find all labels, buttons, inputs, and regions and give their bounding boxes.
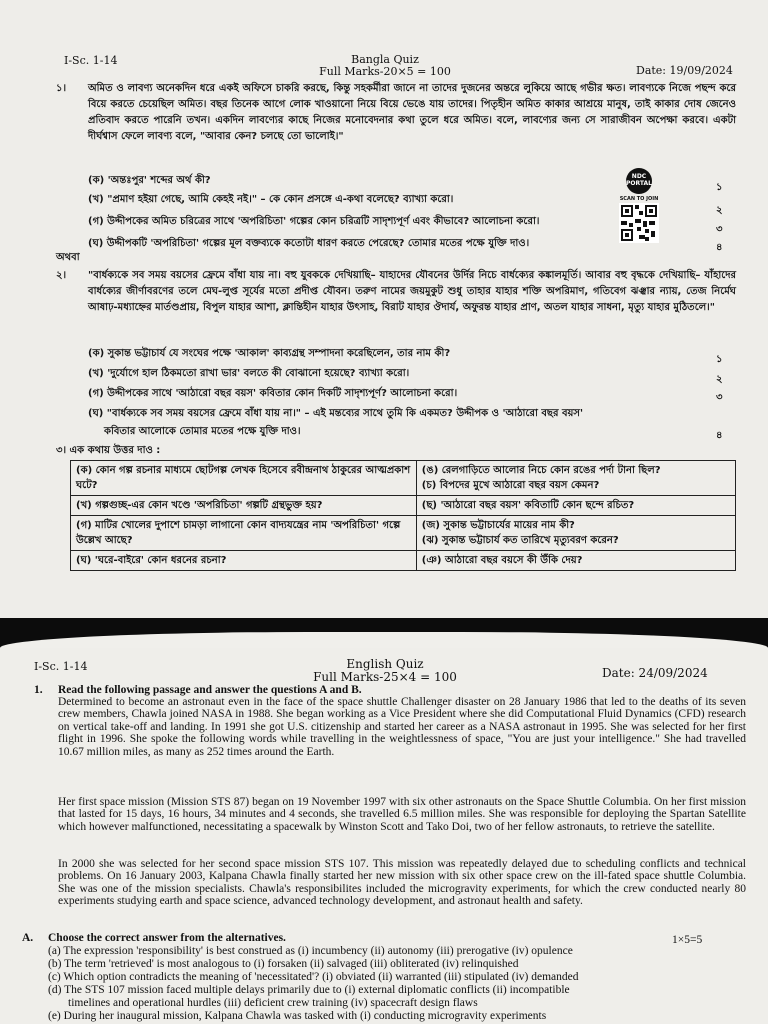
bangla-class-label: I-Sc. 1-14 [64,54,118,67]
table-cell [416,461,735,496]
mcq-item-d-cont: timelines and operational hurdles (iii) deficient crew training (iv) spacecraft design flaws [68,997,478,1009]
bangla-q2-mark-ka: ১ [716,354,723,365]
english-class-label: I-Sc. 1-14 [34,660,88,673]
bangla-quiz-header [300,54,470,78]
bangla-q2-mark-kha: ২ [716,374,723,385]
bangla-q2-part-kha: (খ) 'দুর্যোগে হাল ঠিকমতো রাখা ভার' বলতে কী বোঝানো হয়েছে? ব্যাখ্যা করো। [88,368,410,379]
bangla-date: Date: 19/09/2024 [636,64,733,77]
table-cell: (ঘ) 'ঘরে-বাইরে' কোন ধরনের রচনা? [71,551,417,571]
bangla-q2-part-ka: (ক) সুকান্ত ভট্টাচার্য যে সংঘের পক্ষে 'আকাল' কাব্যগ্রন্থ সম্পাদনা করেছিলেন, তার নাম কী? [88,348,451,359]
bangla-or-label: অথবা [56,252,80,263]
bangla-q2-part-ga: (গ) উদ্দীপকের সাথে 'আঠারো বছর বয়স' কবিতার কোন দিকটি সাদৃশ্যপূর্ণ? আলোচনা করো। [88,388,458,399]
section-a-marks: 1×5=5 [672,934,703,946]
bangla-q1-stem: অমিত ও লাবণ্য অনেকদিন ধরে একই অফিসে চাকরি করছে, কিন্তু সহকর্মীরা জানে না তাদের দুজনের অন্তরে লুকিয়ে আছে গভীর ক্ষত। লাবণ্যকে নিজে পছন্দ করে বিয়ে করতে চেয়েছিল অমিত। বছর তিনেক আগে লোক খাওয়ানো নিয়ে বিয়ে ভেঙে যায় তাদের। পিতৃহীন অমিত কাকার আশ্রয়ে মানুষ, তাই কাকার দোষ জেনেও প্রতিবাদ করতে পারেনি তখন। একদিন লাবণ্যের কাছে নিজের মনোবেদনার কথা তুলে ধরে অমিত। বলে, লাবণ্যের জন্য সে সারাজীবন অপেক্ষা করবে। একটা দীর্ঘশ্বাস ফেলে লাবণ্য বলে, "আবার কেন? চলছে তো ভালোই।" [88,83,736,142]
bangla-full-marks: Full Marks-20×5 = 100 [319,65,451,78]
english-quiz-sheet [0,648,768,1024]
ndc-portal-badge: NDC PORTAL [626,168,652,194]
table-cell: (খ) গল্পগুচ্ছ-এর কোন খণ্ডে 'অপরিচিতা' গল্পটি গ্রন্থভুক্ত হয়? [71,496,417,516]
bangla-q3-title: ৩। এক কথায় উত্তর দাও : [56,445,161,456]
table-cell: (ঞ) আঠারো বছর বয়সে কী উঁকি দেয়? [416,551,735,571]
bangla-q1-part-kha: (খ) "প্রমাণ হইয়া গেছে, আমি কেহই নই।" – কে কোন প্রসঙ্গে এ-কথা বলেছে? ব্যাখ্যা করো। [88,194,454,205]
bangla-q2-number: ২। [56,270,67,281]
bangla-q2-stem: "বার্ধক্যকে সব সময় বয়সের ফ্রেমে বাঁধা যায় না। বহু যুবককে দেখিয়াছি– যাহাদের যৌবনের উর্দির নিচে বার্ধক্যের কঙ্কালমূর্তি। আবার বহু বৃদ্ধকে দেখিয়াছি– যাঁহাদের বার্ধক্যের জীর্ণাবরণের তলে মেঘ-লুপ্ত সূর্যের মতো প্রদীপ্ত যৌবন। তরুণ নামের জয়মুকুট শুধু তাহার যাহার শক্তি অপরিমাণ, গতিবেগ ঝঞ্ঝার ন্যায়, তেজ নির্মেঘ আষাঢ়-মধ্যাহ্নের মার্তণ্ডপ্রায়, বিপুল যাহার আশা, ক্লান্তিহীন যাহার উৎসাহ, বিরাট যাহার ঔদার্য, অফুরন্ত যাহার প্রাণ, অতল যাহার সাধনা, মৃত্যু যাহার মুঠিতলে।" [88,270,736,313]
english-date: Date: 24/09/2024 [602,666,708,680]
table-row [71,496,736,516]
mcq-item-a: (a) The expression 'responsibility' is best construed as (i) incumbency (ii) autonomy (iii) prerogative (iv) opulence [48,945,573,957]
english-q1-title: Read the following passage and answer the questions A and B. [58,684,362,696]
qr-code-icon [619,203,659,243]
table-cell [416,516,735,551]
passage-paragraph-1: Determined to become an astronaut even in the face of the space shuttle Challenger disaster on 28 January 1986 that led to the deaths of its seven crew members, Chawla joined NASA in 1988. She began working as a Vice President where she did Computational Fluid Dynamics (CFD) research on vertical take-off and landing. In 1991 she got U.S. citizenship and started her career as a NASA astronaut in 1995. She was selected for her first flight in 1996. She spoke the following words while travelling in the weightlessness of space, "You are just your intelligence." She had travelled 10.67 million miles, as many as 252 times around the Earth. [58,696,746,758]
bangla-q1-mark-ka: ১ [716,182,723,193]
table-cell: (গ) মাটির খোলের দুপাশে চামড়া লাগানো কোন বাদ্যযন্ত্রের নাম 'অপরিচিতা' গল্পে উল্লেখ আছে? [71,516,417,551]
mcq-item-c: (c) Which option contradicts the meaning of 'necessitated'? (i) obviated (ii) warranted (iii) stipulated (iv) demanded [48,971,579,983]
passage-paragraph-2: Her first space mission (Mission STS 87) began on 19 November 1997 with six other astronauts on the Space Shuttle Columbia. On her first mission that lasted for 15 days, 16 hours, 34 minutes and 4 seconds, she travelled 6.5 million miles. She was responsible for deploying the Spartan Satellite which however malfunctioned, necessitating a spacewalk by Winston Scott and Tako Doi, two of her fellow astronauts, to retrieve the satellite. [58,796,746,833]
one-word-answer-table [70,460,736,571]
english-q1-number: 1. [34,684,43,696]
mcq-item-e: (e) During her inaugural mission, Kalpana Chawla was tasked with (i) conducting microgravity experiments [48,1010,547,1022]
table-row [71,551,736,571]
english-quiz-title: English Quiz [346,657,424,671]
table-cell-line: (চ) বিপদের মুখে আঠারো বছর বয়স কেমন? [421,480,600,491]
bangla-q2-mark-gha: ৪ [716,430,723,441]
table-row [71,516,736,551]
table-cell-line: (ঝ) সুকান্ত ভট্টাচার্য কত তারিখে মৃত্যুবরণ করেন? [421,535,619,546]
table-cell-line: (ঙ) রেলগাড়িতে আলোর নিচে কোন রঙের পর্দা টানা ছিল? [421,465,661,476]
page-separator [0,618,768,648]
bangla-quiz-title: Bangla Quiz [351,53,419,66]
table-cell: (ক) কোন গল্প রচনার মাধ্যমে ছোটগল্প লেখক হিসেবে রবীন্দ্রনাথ ঠাকুরের আত্মপ্রকাশ ঘটে? [71,461,417,496]
bangla-q2-part-gha-cont: কবিতার আলোকে তোমার মতের পক্ষে যুক্তি দাও। [104,426,301,437]
qr-code-block[interactable] [614,168,664,254]
table-row [71,461,736,496]
scan-to-join-label: SCAN TO JOIN [619,196,659,202]
bangla-q1-part-ga: (গ) উদ্দীপকের অমিত চরিত্রের সাথে 'অপরিচিতা' গল্পের কোন চরিত্রটি সাদৃশ্যপূর্ণ এবং কীভাবে? আলোচনা করো। [88,216,540,227]
section-a-title: Choose the correct answer from the alternatives. [48,932,286,944]
mcq-item-d: (d) The STS 107 mission faced multiple delays primarily due to (i) external diplomatic conflicts (ii) incompatible [48,984,570,996]
bangla-q1-number: ১। [56,83,67,94]
bangla-q2-part-gha: (ঘ) "বার্ধক্যকে সব সময় বয়সের ফ্রেমে বাঁধা যায় না।" – এই মন্তব্যের সাথে তুমি কি একমত? উদ্দীপক ও 'আঠারো বছর বয়স' [88,408,584,419]
bangla-q1-mark-kha: ২ [716,205,723,216]
table-cell: (ছ) 'আঠারো বছর বয়স' কবিতাটি কোন ছন্দে রচিত? [416,496,735,516]
passage-paragraph-3: In 2000 she was selected for her second space mission STS 107. This mission was repeatedly delayed due to scheduling conflicts and technical problems. On 16 January 2003, Kalpana Chawla finally started her new mission with six other space crew on the ill-fated space shuttle Columbia. She was one of the mission specialists. Chawla's responsibilites included the microgravity experiments, for which the crew conducted nearly 80 experiments studying earth and space science, advanced technology development, and astronaut health and safety. [58,858,746,908]
english-quiz-header [290,658,480,684]
english-full-marks: Full Marks-25×4 = 100 [313,670,457,684]
table-cell-line: (জ) সুকান্ত ভট্টাচার্যের মায়ের নাম কী? [421,520,575,531]
bangla-q1-mark-ga: ৩ [716,224,723,235]
section-a-label: A. [22,932,34,944]
mcq-item-b: (b) The term 'retrieved' is most analogous to (i) forsaken (ii) salvaged (iii) obliterated (iv) relinquished [48,958,519,970]
bangla-q1-part-ka: (ক) 'অন্তঃপুর' শব্দের অর্থ কী? [88,175,211,186]
bangla-q1-part-gha: (ঘ) উদ্দীপকটি 'অপরিচিতা' গল্পের মূল বক্তব্যকে কতোটা ধারণ করতে পেরেছে? তোমার মতের পক্ষে যুক্তি দাও। [88,238,530,249]
bangla-q2-mark-ga: ৩ [716,392,723,403]
bangla-q1-mark-gha: ৪ [716,242,723,253]
